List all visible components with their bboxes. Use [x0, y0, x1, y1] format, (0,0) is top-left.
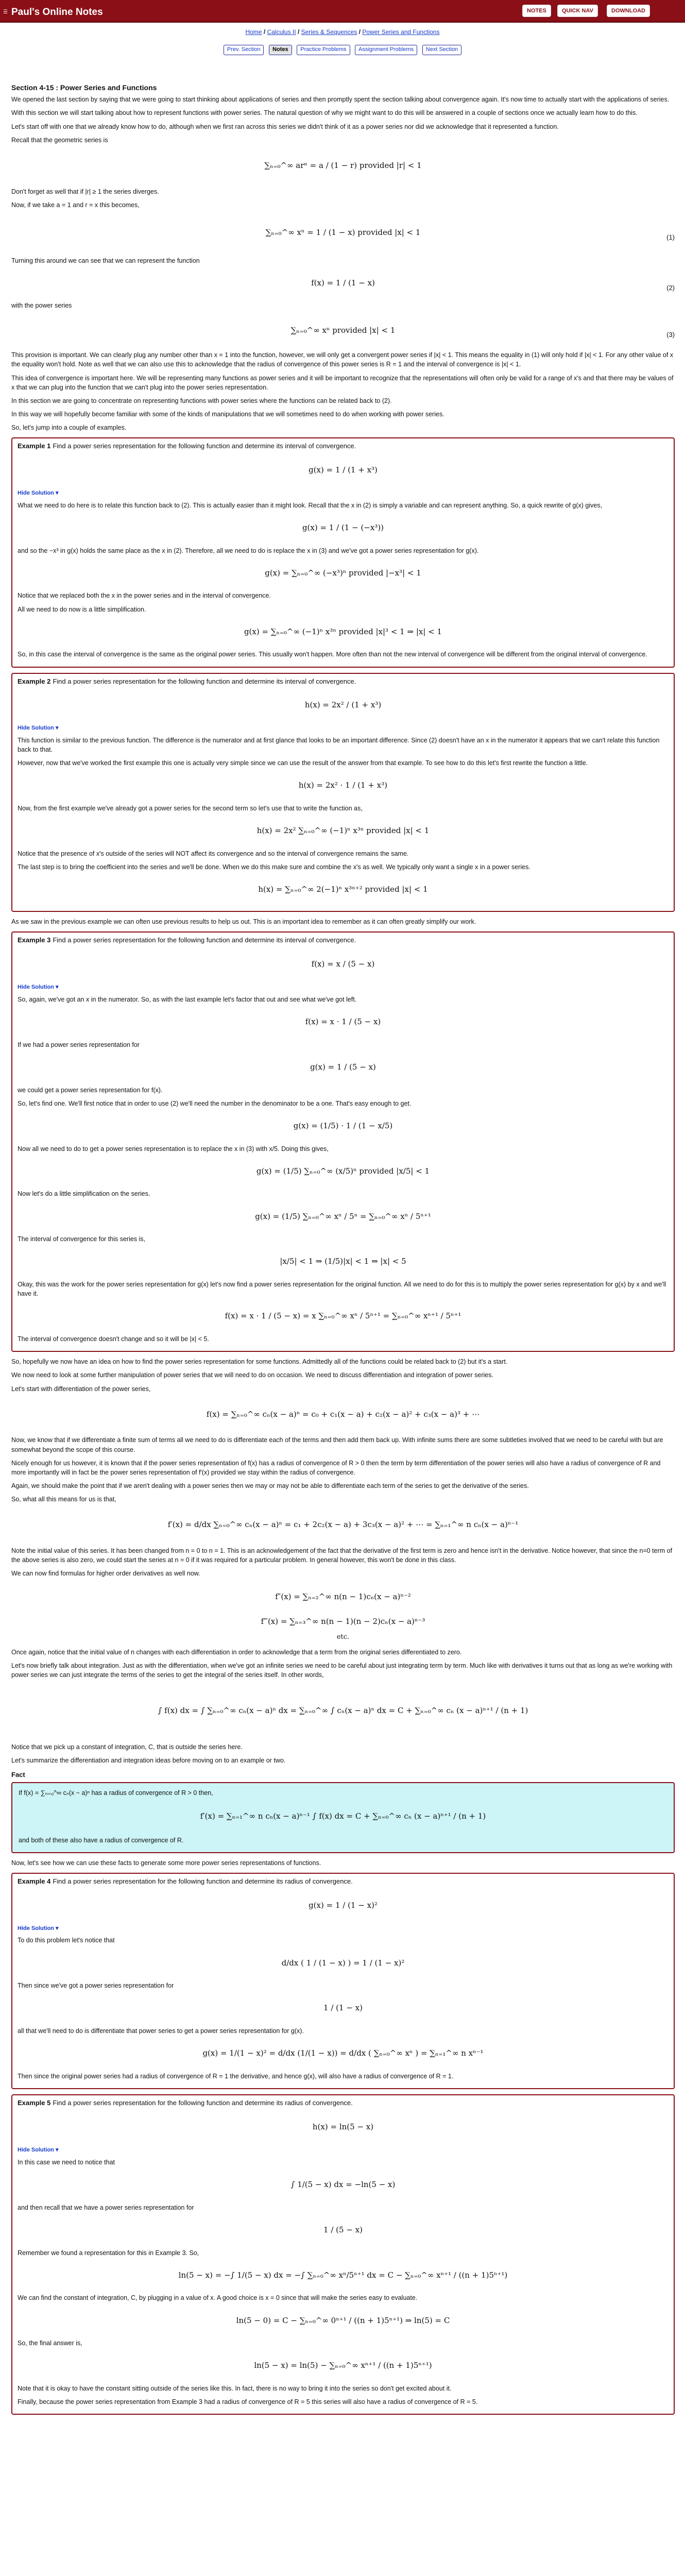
solution-text: In this case we need to notice that [18, 2158, 115, 2166]
example-box [11, 931, 675, 1352]
paragraph: Again, we should make the point that if we aren't dealing with a power series then we may or may not be able to differentiate each term of the series to get the derivative of the series. [11, 1482, 529, 1489]
breadcrumb-calculus[interactable]: Calculus II [267, 28, 296, 36]
paragraph: Note the initial value of this series. It has been changed from n = 0 to n = 1. This is an acknowledgement of the fact that the derivative of the first term is zero and hence isn't in the derivative. Notice however, that since the n=0 term of the above series is also zero, we could start the series at n = 0 if it was required for a particular problem. In general however, this won't be done in this class. [11, 1547, 673, 1564]
solution-text: Remember we found a representation for this in Example 3. So, [18, 2249, 199, 2257]
hide-solution-toggle[interactable]: Hide Solution ▾ [18, 725, 59, 732]
solution-text: and then recall that we have a power series representation for [18, 2204, 194, 2211]
example-label: Example 5 [18, 2099, 51, 2107]
solution-text: However, now that we've worked the first example this one is actually very simple since we can use the result of the answer from that example. To see how to do this let's first rewrite the function a little. [18, 759, 588, 767]
equation: f″(x) = ∑ₙ₌₂^∞ n(n − 1)cₙ(x − a)ⁿ⁻² [275, 1592, 411, 1602]
paragraph: We opened the last section by saying that we were going to start thinking about applications of series and then promptly spent the section talking about convergence again. It's now time to actually start with the applications of series. [11, 96, 670, 104]
solution-text: The last step is to bring the coefficient into the series and we'll be done. When we do this make sure and combine the x's as well. We typically only want a single x in a power series. [18, 863, 530, 871]
solution-text: So, again, we've got an x in the numerator. So, as with the last example let's factor that out and see what we've got left. [18, 995, 357, 1003]
equation-2 [11, 278, 675, 292]
paragraph: Now, let's see how we can use these facts to generate some more power series representations of functions. [11, 1859, 321, 1867]
example-box [11, 2094, 675, 2415]
paragraph: Once again, notice that the initial value of n changes with each differentiation in order to acknowledge that a term from the original series differentiated to zero. [11, 1648, 462, 1656]
solution-text: Note that it is okay to have the constant sitting outside of the series like this. In fact, there is no way to bring it into the series so don't get excited about it. [18, 2385, 452, 2393]
paragraph: So, let's jump into a couple of examples. [11, 424, 127, 432]
example-prompt-text: Find a power series representation for the following function and determine its radius of convergence. [53, 2099, 353, 2107]
example-prompt [18, 1877, 669, 1887]
breadcrumb-series[interactable]: Series & Sequences [301, 28, 357, 36]
solution-text: So, the final answer is, [18, 2340, 82, 2347]
example-label: Example 4 [18, 1877, 51, 1885]
fact-equations: f′(x) = ∑ₙ₌₁^∞ n cₙ(x − a)ⁿ⁻¹ ∫ f(x) dx = C + ∑ₙ₌₀^∞ cₙ (x − a)ⁿ⁺¹ / (n + 1) [200, 1811, 486, 1821]
equation: ∑ₙ₌₀^∞ arⁿ = a / (1 − r) provided |r| < 1 [264, 160, 422, 170]
hide-solution-toggle[interactable]: Hide Solution ▾ [18, 2146, 59, 2153]
solution-equation: d/dx ( 1 / (1 − x) ) = 1 / (1 − x)² [281, 1958, 405, 1968]
main-content [11, 82, 675, 2420]
paragraph: Let's now briefly talk about integration. Just as with the differentiation, when we've got an infinite series we need to be careful about just integrating term by term. Much like with derivatives it turns out that as long as we're working with power series we can just integrate the terms of the series to get the integral of the series itself. In other words, [11, 1662, 673, 1679]
solution-text: So, in this case the interval of convergence is the same as the original power series. This usually won't happen. More often than not the new interval of convergence will be different from the original interval of convergence. [18, 651, 647, 658]
solution-text: Then since the original power series had a radius of convergence of R = 1 the derivative, and hence g(x), will also have a radius of convergence of R = 1. [18, 2073, 454, 2080]
example-prompt-text: Find a power series representation for the following function and determine its interval of convergence. [53, 677, 356, 685]
example-label: Example 2 [18, 677, 51, 685]
paragraph: Let's start off with one that we already know how to do, although when we first ran across this series we didn't think of it as a power series nor did we acknowledge that it represented a function. [11, 123, 559, 130]
example-box [11, 673, 675, 912]
equation: f′(x) = d/dx ∑ₙ₌₀^∞ cₙ(x − a)ⁿ = c₁ + 2c₂(x − a) + 3c₃(x − a)² + ⋯ = ∑ₙ₌₁^∞ n cₙ(x − a)ⁿ⁻¹ [167, 1520, 519, 1530]
site-title[interactable]: Paul's Online Notes [11, 7, 103, 18]
paragraph: As we saw in the previous example we can often use previous results to help us out. This is an important idea to remember as it can often greatly simplify our work. [11, 918, 476, 926]
solution-text: and so the −x³ in g(x) holds the same place as the x in (2). Therefore, all we need to do is replace the x in (3) and we've got a power series representation for g(x). [18, 547, 479, 554]
example-prompt [18, 2098, 669, 2108]
solution-equation: h(x) = 2x² · 1 / (1 + x³) [298, 781, 388, 790]
solution-equation: 1 / (1 − x) [323, 2003, 363, 2013]
paragraph: In this section we are going to concentrate on representing functions with power series where the functions can be related back to (2). [11, 397, 392, 404]
solution-equation: ln(5 − x) = −∫ 1/(5 − x) dx = −∫ ∑ₙ₌₀^∞ xⁿ/5ⁿ⁺¹ dx = C − ∑ₙ₌₀^∞ xⁿ⁺¹ / ((n + 1)5ⁿ⁺¹) [178, 2270, 508, 2280]
solution-equation: g(x) = (1/5) · 1 / (1 − x/5) [293, 1121, 393, 1130]
example-label: Example 3 [18, 936, 51, 944]
solution-text: The interval of convergence for this series is, [18, 1235, 146, 1243]
breadcrumb-separator: / [357, 28, 363, 36]
paragraph: with the power series [11, 302, 72, 310]
solution-text: all that we'll need to do is differentiate that power series to get a power series representation for g(x). [18, 2027, 304, 2035]
breadcrumb [0, 28, 685, 37]
download-button[interactable]: DOWNLOAD [607, 5, 650, 17]
equation-3 [11, 325, 675, 339]
paragraph: This idea of convergence is important here. We will be representing many functions as power series and it will be important to recognize that the representations will often only be valid for a range of x's and that there may be values of x that we can plug into the function that we can't plug into the power series representation. [11, 374, 674, 391]
solution-equation: ln(5 − 0) = C − ∑ₙ₌₀^∞ 0ⁿ⁺¹ / ((n + 1)5ⁿ⁺¹) ⇒ ln(5) = C [236, 2315, 450, 2325]
solution-text: we could get a power series representation for f(x). [18, 1086, 163, 1094]
hide-solution-toggle[interactable]: Hide Solution ▾ [18, 489, 59, 496]
fact-line: If f(x) = ∑ₙ₌₀^∞ cₙ(x − a)ⁿ has a radius of convergence of R > 0 then, [19, 1789, 213, 1797]
solution-text: Okay, this was the work for the power series representation for g(x) let's now find a power series representation for the original function. All we need to do for this is to multiply the power series representation for g(x) by x and we'll have it. [18, 1281, 666, 1298]
example-function: h(x) = 2x² / (1 + x³) [304, 700, 382, 710]
solution-text: Now, from the first example we've already got a power series for the second term so let's use that to write the function as, [18, 805, 363, 812]
solution-text: The interval of convergence doesn't change and so it will be |x| < 5. [18, 1335, 209, 1343]
solution-equation: h(x) = ∑ₙ₌₀^∞ 2(−1)ⁿ x³ⁿ⁺² provided |x| < 1 [258, 885, 428, 894]
hide-solution-toggle[interactable]: Hide Solution ▾ [18, 984, 59, 990]
solution-text: If we had a power series representation for [18, 1041, 140, 1048]
example-function: f(x) = x / (5 − x) [311, 959, 375, 969]
equation: f‴(x) = ∑ₙ₌₃^∞ n(n − 1)(n − 2)cₙ(x − a)ⁿ⁻³ [261, 1617, 425, 1626]
paragraph: Notice that we pick up a constant of integration, C, that is outside the series here. [11, 1743, 243, 1751]
paragraph: We can now find formulas for higher order derivatives as well now. [11, 1570, 200, 1578]
equation: ∫ f(x) dx = ∫ ∑ₙ₌₀^∞ cₙ(x − a)ⁿ dx = ∑ₙ₌₀^∞ ∫ cₙ(x − a)ⁿ dx = C + ∑ₙ₌₀^∞ cₙ (x − a)ⁿ⁺¹ / (n + 1) [158, 1705, 528, 1715]
example-function: g(x) = 1 / (1 + x³) [309, 465, 378, 475]
example-prompt [18, 677, 669, 687]
solution-text: Then since we've got a power series representation for [18, 1982, 174, 1990]
fact-box [11, 1782, 675, 1853]
next-section-button[interactable]: Next Section [422, 45, 461, 55]
solution-equation: g(x) = (1/5) ∑ₙ₌₀^∞ (x/5)ⁿ provided |x/5| < 1 [256, 1166, 430, 1176]
paragraph: In this way we will hopefully become familiar with some of the kinds of manipulations that we will sometimes need to do when working with power series. [11, 410, 444, 418]
paragraph: Let's summarize the differentiation and integration ideas before moving on to an example or two. [11, 1756, 286, 1764]
solution-equation: g(x) = 1/(1 − x)² = d/dx (1/(1 − x)) = d/dx ( ∑ₙ₌₀^∞ xⁿ ) = ∑ₙ₌₁^∞ n xⁿ⁻¹ [202, 2048, 484, 2058]
example-prompt-text: Find a power series representation for the following function and determine its radius of convergence. [53, 1877, 353, 1885]
assignment-problems-tab[interactable]: Assignment Problems [355, 45, 417, 55]
example-label: Example 1 [18, 442, 51, 450]
solution-text: Notice that we replaced both the x in the power series and in the interval of convergence. [18, 592, 271, 600]
example-box [11, 1873, 675, 2089]
example-prompt [18, 936, 669, 945]
solution-equation: ln(5 − x) = ln(5) − ∑ₙ₌₀^∞ xⁿ⁺¹ / ((n + 1)5ⁿ⁺¹) [254, 2361, 432, 2370]
equation-2-body: f(x) = 1 / (1 − x) [311, 278, 375, 287]
example-prompt-text: Find a power series representation for the following function and determine its interval of convergence. [53, 442, 356, 450]
notes-button[interactable]: NOTES [522, 5, 551, 17]
equation-number: (3) [666, 331, 675, 339]
solution-text: All we need to do now is a little simplification. [18, 605, 146, 613]
equation-1 [11, 227, 675, 239]
paragraph: So, hopefully we now have an idea on how to find the power series representation for some functions. Admittedly all of the functions could be related back to (2) but it's a start. [11, 1358, 508, 1366]
solution-text: To do this problem let's notice that [18, 1937, 115, 1944]
solution-text: Now all we need to do to get a power series representation is to replace the x in (3) with x/5. Doing this gives, [18, 1145, 329, 1153]
solution-equation: ∫ 1/(5 − x) dx = −ln(5 − x) [290, 2179, 396, 2189]
solution-text: We can find the constant of integration, C, by plugging in a value of x. A good choice is x = 0 since that will make the series easy to evaluate. [18, 2294, 418, 2302]
example-function: g(x) = 1 / (1 − x)² [309, 1900, 378, 1910]
paragraph: So, what all this means for us is that, [11, 1496, 116, 1503]
quick-nav-button[interactable]: QUICK NAV [557, 5, 598, 17]
example-function: h(x) = ln(5 − x) [312, 2122, 374, 2132]
solution-text: Finally, because the power series representation from Example 3 had a radius of convergence of R = 5 this series will also have a radius of convergence of R = 5. [18, 2398, 478, 2406]
fact-heading: Fact [11, 1770, 25, 1778]
solution-equation: g(x) = 1 / (5 − x) [310, 1062, 376, 1072]
solution-text: So, let's find one. We'll first notice that in order to use (2) we'll need the number in the denominator to be a one. That's easy enough to get. [18, 1099, 412, 1107]
hide-solution-toggle[interactable]: Hide Solution ▾ [18, 1925, 59, 1931]
solution-equation: g(x) = ∑ₙ₌₀^∞ (−x³)ⁿ provided |−x³| < 1 [265, 568, 421, 578]
breadcrumb-home[interactable]: Home [245, 28, 262, 36]
breadcrumb-separator: / [296, 28, 301, 36]
top-header [0, 0, 685, 23]
solution-equation: g(x) = 1 / (1 − (−x³)) [302, 522, 384, 532]
paragraph: Now, if we take a = 1 and r = x this becomes, [11, 201, 140, 209]
paragraph: Don't forget as well that if |r| ≥ 1 the series diverges. [11, 188, 159, 195]
solution-equation: f(x) = x · 1 / (5 − x) [305, 1016, 381, 1026]
paragraph: Now, we know that if we differentiate a finite sum of terms all we need to do is differentiate each of the terms and then add them back up. With infinite sums there are some subtleties involved that we need to be careful with but are somewhat beyond the scope of this course. [11, 1436, 663, 1453]
solution-equation: 1 / (5 − x) [323, 2225, 363, 2234]
paragraph: Turning this around we can see that we can represent the function [11, 257, 200, 264]
solution-equation: g(x) = (1/5) ∑ₙ₌₀^∞ xⁿ / 5ⁿ = ∑ₙ₌₀^∞ xⁿ / 5ⁿ⁺¹ [255, 1211, 431, 1221]
solution-equation: f(x) = x · 1 / (5 − x) = x ∑ₙ₌₀^∞ xⁿ / 5ⁿ⁺¹ = ∑ₙ₌₀^∞ xⁿ⁺¹ / 5ⁿ⁺¹ [225, 1311, 461, 1321]
example-box [11, 437, 675, 667]
paragraph: Nicely enough for us however, it is known that if the power series representation of f(x) has a radius of convergence of R > 0 then the term by term differentiation of the power series will also have a radius of convergence of R and more importantly will in fact be the power series representation of f′(x) provided we stay within the radius of convergence. [11, 1459, 661, 1476]
paragraph: Let's start with differentiation of the power series, [11, 1385, 151, 1393]
breadcrumb-separator: / [262, 28, 267, 36]
solution-equation: |x/5| < 1 ⇒ (1/5)|x| < 1 ⇒ |x| < 5 [280, 1257, 406, 1266]
solution-text: Notice that the presence of x's outside of the series will NOT affect its convergence and so the interval of convergence remains the same. [18, 850, 409, 858]
section-nav [0, 44, 685, 55]
example-prompt-text: Find a power series representation for the following function and determine its interval of convergence. [53, 936, 356, 944]
equation-number: (1) [666, 233, 675, 241]
example-prompt [18, 442, 669, 451]
solution-text: Now let's do a little simplification on the series. [18, 1190, 150, 1198]
equation: f(x) = ∑ₙ₌₀^∞ cₙ(x − a)ⁿ = c₀ + c₁(x − a) + c₂(x − a)² + c₃(x − a)³ + ⋯ [206, 1409, 480, 1419]
paragraph: This provision is important. We can clearly plug any number other than x = 1 into the function, however, we will only get a convergent power series if |x| < 1. This means the equality in (1) will only hold if |x| < 1. For any other value of x the equality won't hold. Note as well that we can also use this to acknowledge that the radius of convergence of this power series is R = 1 and the interval of convergence is |x| < 1. [11, 351, 674, 368]
prev-section-button[interactable]: Prev. Section [224, 45, 264, 55]
equation-1-body: ∑ₙ₌₀^∞ xⁿ = 1 / (1 − x) provided |x| < 1 [265, 227, 421, 237]
etc-text: etc. [336, 1633, 350, 1641]
breadcrumb-current[interactable]: Power Series and Functions [362, 28, 440, 36]
solution-text: This function is similar to the previous function. The difference is the numerator and at first glance that looks to be an important difference. Since (2) doesn't have an x in the numerator it appears that we can't relate this function back to that. [18, 737, 660, 754]
equation-number: (2) [666, 283, 675, 292]
notes-tab[interactable]: Notes [269, 45, 292, 55]
menu-icon[interactable]: ☰ [3, 9, 8, 15]
paragraph: Recall that the geometric series is [11, 136, 108, 144]
paragraph: We now need to look at some further manipulation of power series that we will need to do on occasion. We need to discuss differentiation and integration of power series. [11, 1371, 493, 1379]
page-title: Section 4-15 : Power Series and Functions [11, 83, 157, 92]
equation-3-body: ∑ₙ₌₀^∞ xⁿ provided |x| < 1 [290, 325, 396, 335]
paragraph: With this section we will start talking about how to represent functions with power series. The natural question of why we might want to do this will be answered in a couple of sections once we actually learn how to do this. [11, 109, 638, 117]
solution-equation: g(x) = ∑ₙ₌₀^∞ (−1)ⁿ x³ⁿ provided |x|³ < 1 ⇒ |x| < 1 [244, 626, 442, 636]
practice-problems-tab[interactable]: Practice Problems [297, 45, 350, 55]
solution-text: What we need to do here is to relate this function back to (2). This is actually easier than it might look. Recall that the x in (2) is simply a variable and can represent anything. So, a quick rewrite of g(x) gives, [18, 501, 603, 509]
solution-equation: h(x) = 2x² ∑ₙ₌₀^∞ (−1)ⁿ x³ⁿ provided |x| < 1 [256, 826, 430, 836]
fact-line: and both of these also have a radius of convergence of R. [19, 1836, 184, 1844]
